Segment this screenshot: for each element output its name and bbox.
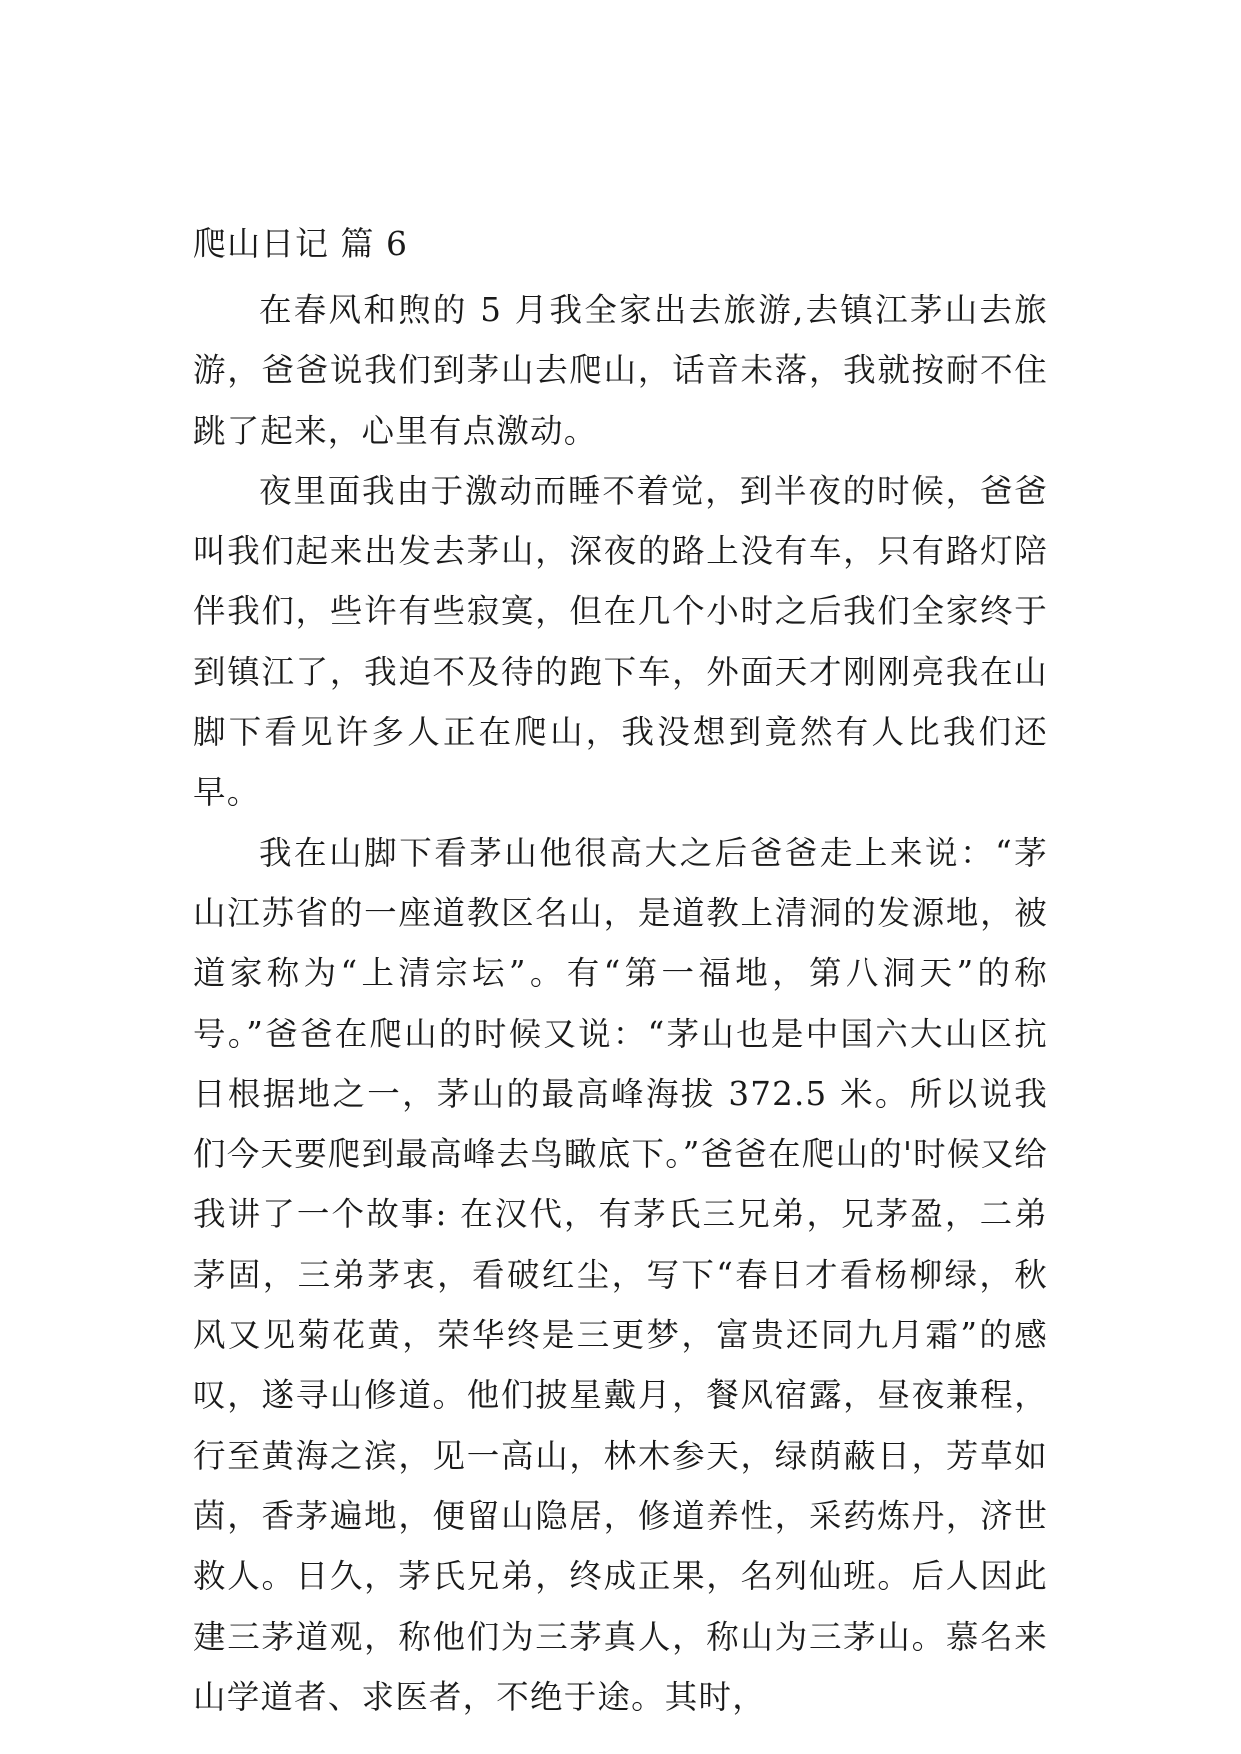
document-title: 爬山日记 篇 6 [193,224,408,263]
paragraph-3: 我在山脚下看茅山他很高大之后爸爸走上来说：“茅山江苏省的一座道教区名山，是道教上清洞的发源地，被道家称为“上清宗坛”。有“第一福地，第八洞天”的称号。”爸爸在爬山的时候又说：“茅山也是中国六大山区抗日根据地之一，茅山的最高峰海拔 372.5 米。所以说我们今天要爬到最高峰去鸟瞰底下。”爸爸在爬山的'时候又给我讲了一个故事: 在汉代，有茅氏三兄弟，兄茅盈，二弟茅固，三弟茅衷，看破红尘，写下“春日才看杨柳绿，秋风又见菊花黄，荣华终是三更梦，富贵还同九月霜”的感叹，遂寻山修道。他们披星戴月，餐风宿露，昼夜兼程，行至黄海之滨，见一高山，林木参天，绿荫蔽日，芳草如茵，香茅遍地，便留山隐居，修道养性，采药炼丹，济世救人。日久，茅氏兄弟，终成正果，名列仙班。后人因此建三茅道观，称他们为三茅真人，称山为三茅山。慕名来山学道者、求医者，不绝于途。其时， [193,833,1048,1716]
paragraph-2: 夜里面我由于激动而睡不着觉，到半夜的时候，爸爸叫我们起来出发去茅山，深夜的路上没有车，只有路灯陪伴我们，些许有些寂寞，但在几个小时之后我们全家终于到镇江了，我迫不及待的跑下车，外面天才刚刚亮我在山脚下看见许多人正在爬山，我没想到竟然有人比我们还早。 [193,471,1048,812]
document-page [193,222,1048,1727]
paragraph-1: 在春风和煦的 5 月我全家出去旅游,去镇江茅山去旅游，爸爸说我们到茅山去爬山，话音未落，我就按耐不住跳了起来，心里有点激动。 [193,291,1048,450]
